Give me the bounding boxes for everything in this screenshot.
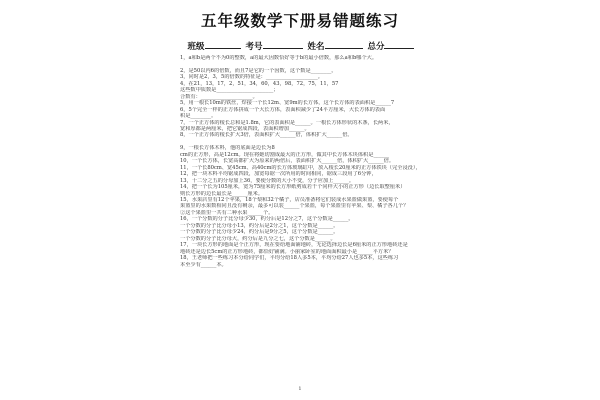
student-info-row [0,39,600,52]
question-line: 则长方形的边长最长是______厘米。 [180,190,264,197]
question-line: 10，一个长方体，长宽高都扩大为原来的两倍后，表面积扩大______倍，体积扩大______倍。 [180,158,395,165]
name-blank[interactable] [325,39,363,49]
question-list [180,55,480,268]
question-line: 本至少有______本。 [180,261,227,268]
question-line: 15，水果店里有12个苹果，18个梨和32个橘子，店员准备将它们装成水果篮做果篮，要使每个 [180,196,399,203]
question-line: 合数有：____________________。 [180,93,258,100]
question-line: ②这个果篮里一共有二种水果______个。 [180,209,274,216]
question-line: 12，把一块木料平均锯成四段，加宽每锯一次所用的时间相同，锯成三段用了6分钟， [180,171,377,178]
question-line: 积是________。 [180,113,217,120]
exam-number-label: 考号 [245,42,263,52]
class-blank[interactable] [205,39,241,49]
question-line: 17，一块长方形的地面是个正方形，现在要给地面铺地砖，无论选择边长是6厘米的正方形地砖还是 [180,242,408,249]
question-line: 1，a和b是两个不为0的整数，a的最大因数恰好等于b的最小倍数，那么a和b哪个大。 [180,55,378,61]
page-number: 1 [298,386,302,392]
question-line: 地砖还是边长5cm的正方形地砖，都恰好铺满。小丽家卧室的地面面积最小是______平方米？ [180,248,394,255]
name-label: 姓名 [307,42,325,52]
question-line: 4，在21，13，17，2，51，34，60，43，98，72，75，11，57 [180,80,339,87]
question-line: 13，十二分之五的分母加上36，要使分数的大小不变，分子应加上______。 [180,177,355,184]
question-line: 2，是50以内6的倍数，而且7是它的一个因数，这个数是________。 [180,67,337,74]
total-score-blank[interactable] [384,39,414,49]
class-label: 班级 [187,42,205,52]
question-line: 宽和厚都是两厘米，把它锯成四段，表面积增加______。 [180,125,310,132]
question-line: cm的正方形，高是12cm。现在将她切割成最大的正方形，做其中长方体木块体积是______ [180,151,390,158]
exam-number-blank[interactable] [263,39,303,49]
question-line: 3，同时是2，3，5的倍数的特征是：____________________。 [180,74,323,81]
question-line: 9，一根长方体木料，他的底面是边长为8 [180,145,275,152]
question-line: 6，5个完全一样的正方体拼成一个大长方体，表面积减少了24平方厘米，大长方体的表面 [180,106,386,113]
question-line: 一个分数的分子比分母少24，约分后是9分之5，这个分数是______。 [180,229,339,236]
total-score-label: 总分 [367,42,385,52]
question-line: 5，用一根长10m的铁丝，焊接一个长12m、宽9m的长方体，这个长方体的表面积是______7 [180,100,395,107]
question-line: 11，一个长80cm、宽45cm、高40cm的长方体玻璃缸中，放入棱长20厘米的正方体铁块（完全浸没）， [180,164,421,171]
question-line: 一个分数的分子比分母大，约分后是九分之七，这个分数是______。 [180,235,336,242]
question-line: 14，把一个长为105厘米，宽为75厘米的长方形纸剪成若干个同样大小的正方形（边长取整厘米） [180,184,406,191]
question-line: 16，一个分数的分子比分母少30，约分后是12分之7，这个分数是______。 [180,216,354,223]
question-line: 果篮里的水果数相同且没有剩余，最多可以装______个果篮，每个果篮里有苹果、梨、橘子各几个？ [180,203,409,210]
question-line: 8，一个正方体的棱长扩大3倍，表面积扩大______倍，体积扩大______倍。 [180,132,353,139]
question-line: 18，王老师把一些练习本分给同学们，平均分给18人多5本，平均分给27人也多5本，这些练习 [180,255,399,262]
question-line: 7，一个正方体的棱长总和是1.8m，它的表面积是______。一根长方体形状的木条，长两米， [180,119,394,126]
question-line: 这些数中质数是______________________； [180,87,279,94]
page-title: 五年级数学下册易错题练习 [200,12,399,30]
question-line: 一个分数的分子比分母小13，约分后是2分之1，这个分数是______。 [180,222,339,229]
